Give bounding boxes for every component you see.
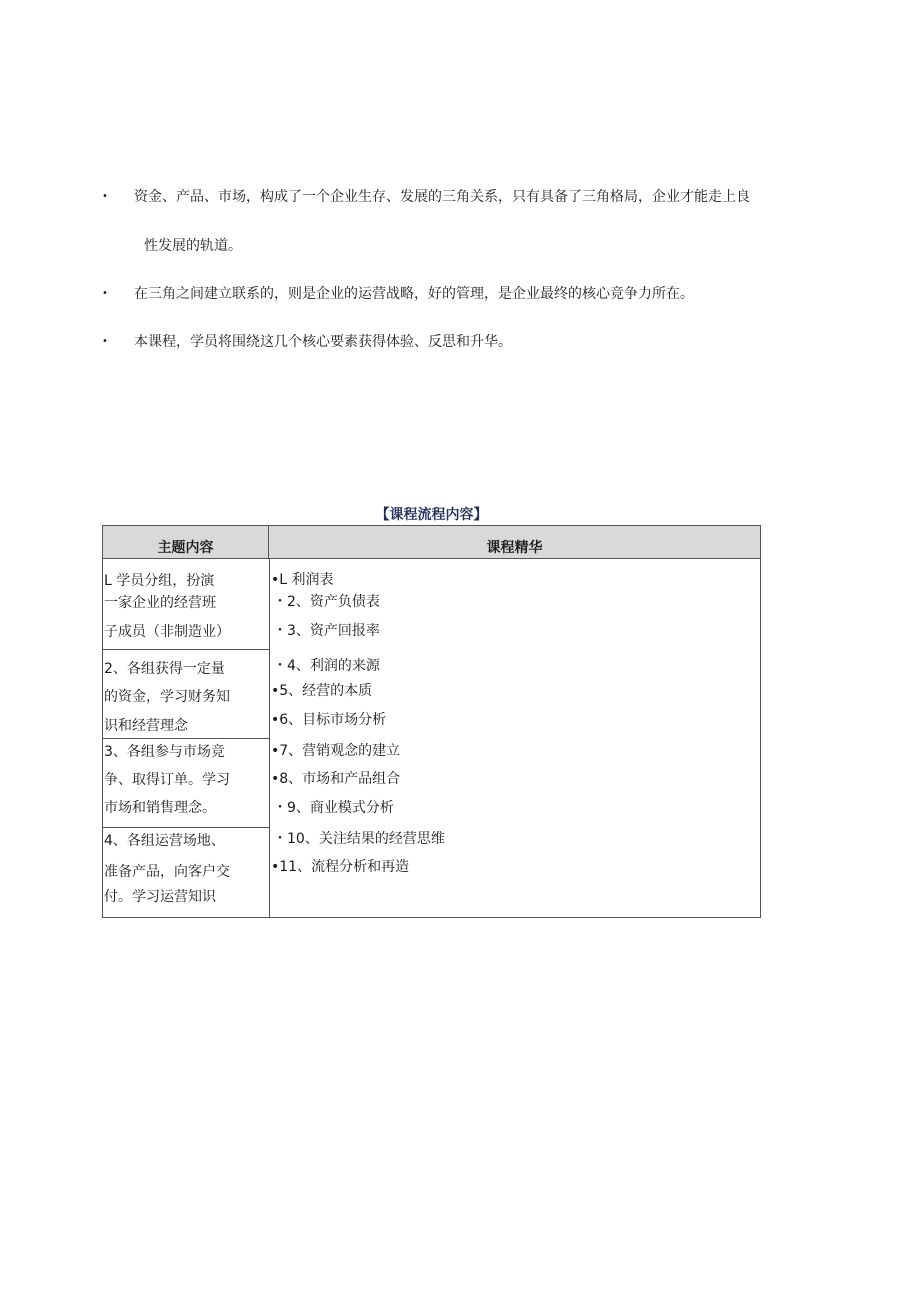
topic-cell-2 (103, 650, 269, 739)
essence-item-4: ・4、利润的来源 (273, 658, 380, 674)
topic-4-line-3: 付。学习运营知识 (104, 889, 216, 905)
topic-1-line-2: 一家企业的经营班 (104, 595, 216, 611)
topic-1-line-3: 子成员（非制造业） (104, 624, 230, 640)
header-essence: 课程精华 (486, 540, 543, 556)
essence-item-3: ・3、资产回报率 (273, 623, 380, 639)
intro-bullet-3-text: 本课程，学员将围绕这几个核心要素获得体验、反思和升华。 (134, 334, 512, 350)
topic-4-line-2: 准备产品，向客户交 (104, 864, 230, 880)
essence-item-8: •8、市场和产品组合 (271, 771, 401, 787)
essence-item-6: •6、目标市场分析 (271, 712, 387, 728)
column-divider (269, 559, 270, 917)
intro-bullet-2-text: 在三角之间建立联系的，则是企业的运营战略，好的管理，是企业最终的核心竞争力所在。 (134, 286, 694, 302)
topic-4-line-1: 4、各组运营场地、 (104, 833, 225, 849)
topic-cell-1 (103, 559, 269, 650)
bullet-dot-icon: • (102, 288, 108, 299)
topic-2-line-3: 识和经营理念 (104, 718, 188, 734)
topic-cell-3 (103, 739, 269, 828)
topic-3-line-1: 3、各组参与市场竞 (104, 744, 225, 760)
table-header-row (103, 526, 760, 559)
intro-bullet-1-line-2: 性发展的轨道。 (144, 238, 242, 254)
essence-item-7: •7、营销观念的建立 (271, 743, 401, 759)
essence-item-1: •L 利润表 (271, 572, 334, 588)
essence-item-5: •5、经营的本质 (271, 683, 373, 699)
topic-1-line-1: L 学员分组，扮演 (104, 573, 215, 589)
essence-item-2: ・2、资产负债表 (273, 594, 380, 610)
intro-bullet-1-line-1: 资金、产品、市场，构成了一个企业生存、发展的三角关系，只有具备了三角格局，企业才能走上良 (134, 189, 750, 205)
course-table (102, 525, 761, 918)
essence-item-10: ・10、关注结果的经营思维 (273, 831, 445, 847)
bullet-dot-icon: • (102, 191, 108, 202)
essence-item-11: •11、流程分析和再造 (271, 859, 410, 875)
essence-item-9: ・9、商业模式分析 (273, 800, 394, 816)
topic-2-line-1: 2、各组获得一定量 (104, 661, 225, 677)
topic-2-line-2: 的资金，学习财务知 (104, 689, 230, 705)
topic-3-line-2: 争、取得订单。学习 (104, 772, 230, 788)
bullet-dot-icon: • (102, 336, 108, 347)
table-caption: 【课程流程内容】 (375, 507, 488, 523)
topic-cell-4 (103, 828, 269, 917)
header-topic: 主题内容 (103, 526, 269, 559)
topic-3-line-3: 市场和销售理念。 (104, 800, 216, 816)
